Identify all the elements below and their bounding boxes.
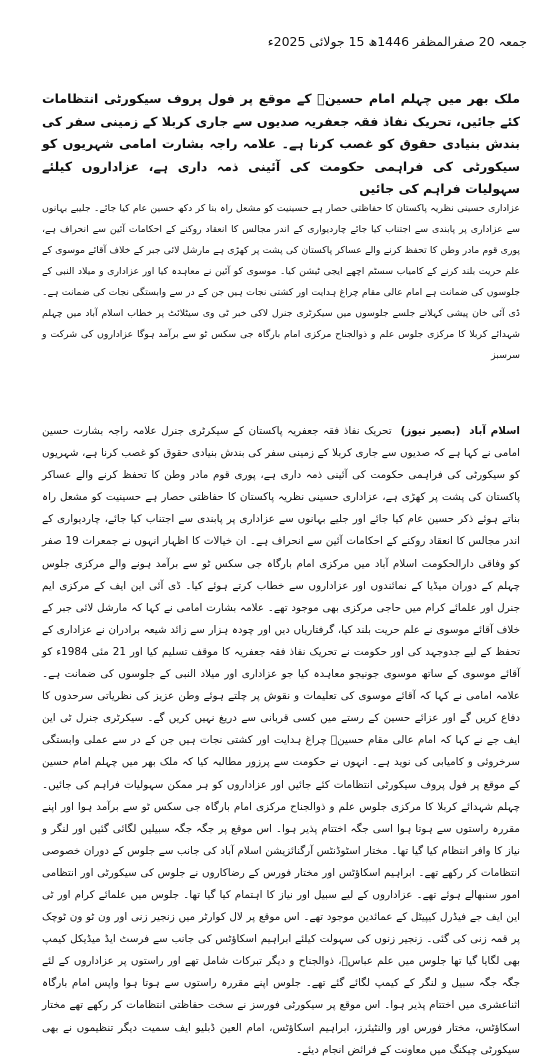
- dateline: جمعہ 20 صفرالمظفر 1446ھ 15 جولائی 2025ء: [267, 34, 527, 49]
- lead-headline: [42, 88, 520, 201]
- story-summary: [42, 198, 520, 366]
- body-paragraph: [42, 420, 520, 1061]
- news-agency-tag: (بصیر نیوز): [400, 425, 461, 437]
- story-body: [42, 420, 520, 1061]
- body-text: تحریک نفاذ فقہ جعفریہ پاکستان کے سیکرٹری جنرل علامہ راجہ بشارت حسین امامی نے کہا ہے کہ صدیوں سے جاری کربلا کے زمینی سفر کی بندش بنیادی حقوق کو غصب کرنا ہے، شہریوں کو سیکورٹی کی فراہمی حکومت کی آئینی ذمہ داری ہے، پوری قوم مادر وطن کا تحفظ کرنے والے عساکر پاکستان کی پشت پر کھڑی ہے، عزاداری حسینی نظریہ پاکستان کا حفاظتی حصار ہے حسینیت کو مشعل راہ بناتے ہوئے ذکر حسین عام کیا جائے اور جلیے بہانوں سے عزاداری پر پابندی سے اجتناب کیا جائے، چاردیواری کے اندر مجالس کا انعقاد روکنے کے احکامات آئین سے انحراف ہے۔ ان خیالات کا اظہار انہوں نے جمعرات 19 صفر کو وفاقی دارالحکومت اسلام آباد میں مرکزی امام بارگاہ جی سکس ٹو سے برآمد ہونے والے مرکزی جلوس چہلم کے دوران میڈیا کے نمائندوں اور عزاداروں سے خطاب کرتے ہوئے کیا۔ ڈی آئی این ایف کے مرکزی ایم جنرل اور علمائے کرام میں حاجی مرکزی بھی موجود تھے۔ علامہ بشارت امامی نے کہا کہ مارشل لائی جبر کے خلاف آقائے موسوی نے علم حریت بلند کیا، گرفتاریاں دیں اور چودہ ہزار سے زائد شیعہ برادران نے عزاداری کے تحفظ کے لیے جدوجہد کی اور حکومت نے تحریک نفاذ فقہ جعفریہ کا موقف تسلیم کیا اور 21 مئی 1984ء کو آقائے موسوی کے ساتھ موسوی جونیجو معاہدہ کیا جو عزاداری اور میلاد النبی کے جلوسوں کی ضمانت ہے۔ علامہ امامی نے کہا کہ آقائے موسوی کی تعلیمات و نقوش پر چلتے ہوئے وطن عزیز کی نظریاتی سرحدوں کا دفاع کریں گے اور عزائے حسین کے رستے میں کسی قربانی سے دریغ نہیں کریں گے۔ سیکرٹری جنرل ٹی این ایف جے نے کہا کہ امام عالی مقام حسینؑ چراغ ہدایت اور کشتی نجات ہیں جن کے در سے عملی وابستگی سرخروئی و کامیابی کی نوید ہے۔ انہوں نے حکومت سے پرزور مطالبہ کیا کہ ملک بھر میں چہلم امام حسین کے موقع پر فول پروف سیکورٹی انتظامات کئے جائیں اور عزاداروں کو ہر ممکن سہولیات فراہم کی جائیں۔ چہلم شہدائے کربلا کا مرکزی جلوس علم و ذوالجناح مرکزی امام بارگاہ جی سکس ٹو سے برآمد ہوا اور اپنے مقررہ راستوں سے ہوتا ہوا اسی جگہ اختتام پذیر ہوا۔ اس موقع پر جگہ جگہ سبیلیں لگائی گئیں اور لنگر و نیاز کا وافر انتظام کیا گیا تھا۔ مختار اسٹوڈنٹس آرگنائزیشن اسلام آباد کی جانب سے جلوس کے دوران خصوصی انتظامات کر رکھے تھے۔ ابراہیم اسکاؤٹس اور مختار فورس کے رضاکاروں نے جلوس کی سیکورٹی اور انتظامی امور سنبھالے ہوئے تھے۔ عزاداروں کے لیے سبیل اور نیاز کا اہتمام کیا گیا تھا۔ جلوس میں علمائے کرام اور ٹی این ایف جے فیڈرل کیپیٹل کے عمائدین موجود تھے۔ اس موقع پر لال کوارٹر میں زنجیر زنی اور ون ٹو ون ٹوچک پر قمہ زنی کی گئی۔ زنجیر زنوں کی سہولت کیلئے ابراہیم اسکاؤٹس کی جانب سے فرسٹ ایڈ میڈیکل کیمپ بھی لگایا گیا تھا جلوس میں علم عباسؑ، ذوالجناح و دیگر تبرکات شامل تھے اور راستوں پر عزاداروں کے لئے جگہ جگہ سبیل و لنگر کے کیمپ لگائے گئے تھے۔ جلوس اپنے مقررہ راستوں سے ہوتا ہوا واپس امام بارگاہ اثناعشری میں اختتام پذیر ہوا۔ اس موقع پر سیکورٹی فورسز نے سخت حفاظتی انتظامات کر رکھے تھے مختار اسکاؤٹس، مختار فورس اور والنٹیئرز، ابراہیم اسکاؤٹس، امام العین ڈبلیو ایف سمیت دیگر تنظیموں نے بھی سیکورٹی چیکنگ میں معاونت کے فرائض انجام دیئے۔: [42, 425, 520, 1056]
- body-city: اسلام آباد: [469, 425, 520, 437]
- summary-text: عزاداری حسینی نظریہ پاکستان کا حفاظتی حصار ہے حسینیت کو مشعل راہ بنا کر دکھ حسین عام کیا جائے۔ جلیبے بہانوں سے عزاداری پر پابندی سے اجتناب کیا جائے چاردیواری کے اندر مجالس کا انعقاد روکنے کے احکامات آئین سے انحراف ہے، پوری قوم مادر وطن کا تحفظ کرنے والے عساکر پاکستان کی پشت پر کھڑی ہے مارشل لائی جبر کے خلاف آقائے موسوی کے علم حریت بلند کرنے کے کامیاب سسٹم اچھے ایجی ٹیشن کیا۔ موسوی کو آئین نے معاہدہ کیا اور عزاداری و میلاد النبی کے جلوسوں کی ضمانت ہے امام عالی مقام چراغ ہدایت اور کشتی نجات ہیں جن کے در سے وابستگی نجات کی ضمانت ہے۔ ڈی آئی خان پیشی کہلانے جلسے جلوسوں میں سیکرٹری جنرل لاکی خبر ٹی وی سیٹلائٹ پر خطاب اسلام آباد میں چہلم شہدائے کربلا کا مرکزی جلوس علم و ذوالجناح مرکزی امام بارگاہ جی سکس ٹو سے برآمد ہوگا عزاداروں کی شرکت و سرسبز: [42, 203, 520, 361]
- lead-text: ملک بھر میں چہلم امام حسینؑ کے موقع پر فول پروف سیکورٹی انتظامات کئے جائیں، تحریک نفاذ فقہ جعفریہ صدیوں سے جاری کربلا کے زمینی سفر کی بندش بنیادی حقوق کو غصب کرنا ہے۔ علامہ راجہ بشارت امامی شہریوں کو سیکورٹی کی فراہمی حکومت کی آئینی ذمہ داری ہے، عزاداروں کیلئے سہولیات فراہم کی جائیں: [42, 91, 520, 196]
